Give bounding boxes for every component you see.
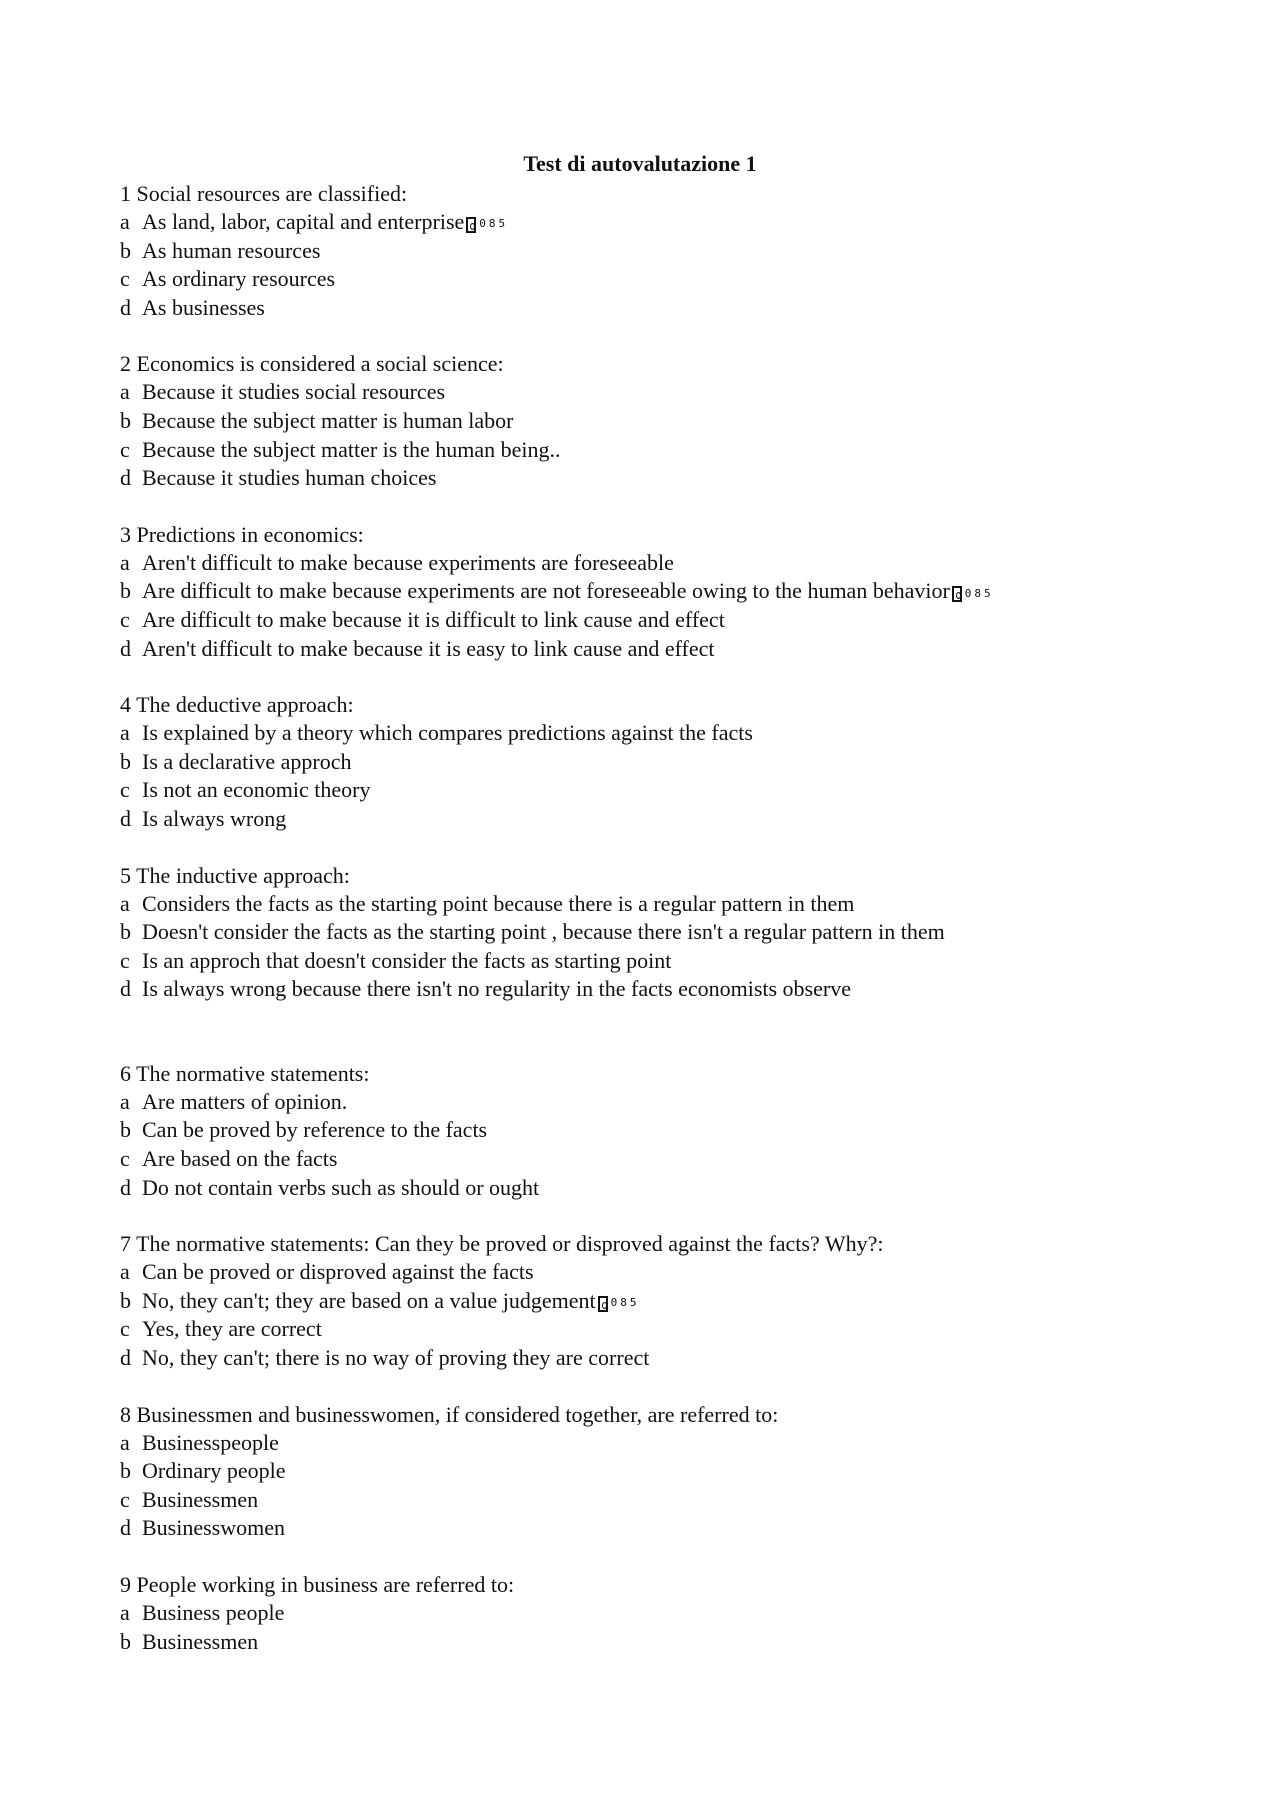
answer-option-c [120, 1486, 1220, 1515]
option-text: Because the subject matter is the human being.. [142, 436, 561, 462]
option-letter: d [120, 1174, 131, 1200]
question-prompt: Businessmen and businesswomen, if considered together, are referred to: [136, 1401, 779, 1427]
answer-option-a [120, 890, 1220, 919]
option-text: Are difficult to make because experiments are not foreseeable owing to the human behavior [142, 578, 950, 604]
option-letter: d [120, 805, 131, 831]
option-text: Because it studies human choices [142, 465, 437, 491]
question-prompt: The deductive approach: [136, 692, 354, 718]
option-letter: c [120, 1146, 130, 1172]
marker-code: 085 [610, 1296, 640, 1310]
question-text [120, 1060, 1220, 1088]
option-letter: b [120, 1287, 131, 1313]
page-title: Test di autovalutazione 1 [523, 151, 757, 176]
option-text: As land, labor, capital and enterprise [142, 209, 465, 234]
option-text: Businesspeople [142, 1429, 279, 1455]
option-text: Businessmen [142, 1628, 259, 1654]
answer-option-a [120, 719, 1220, 748]
answer-option-d [120, 1344, 1220, 1373]
question-text [120, 180, 1220, 208]
option-letter: b [120, 1628, 131, 1654]
question-prompt: The normative statements: Can they be proved or disproved against the facts? Why?: [136, 1231, 884, 1257]
answer-option-d [120, 1514, 1220, 1543]
option-text: As human resources [142, 237, 321, 263]
option-text: Can be proved or disproved against the facts [142, 1259, 534, 1285]
marker-code: 085 [479, 217, 509, 231]
option-text: Because the subject matter is human labor [142, 407, 514, 433]
option-letter: b [120, 1117, 131, 1143]
question-text [120, 350, 1220, 378]
answer-option-a [120, 378, 1220, 407]
option-text: Considers the facts as the starting point because there is a regular pattern in them [142, 890, 855, 916]
option-text: Is an approch that doesn't consider the facts as starting point [142, 947, 672, 973]
answer-option-b [120, 1457, 1220, 1486]
answer-option-a [120, 1599, 1220, 1628]
option-letter: a [120, 890, 130, 916]
answer-option-a [120, 1429, 1220, 1458]
question-text [120, 691, 1220, 719]
option-text: Is a declarative approch [142, 748, 352, 774]
option-text: Are difficult to make because it is difficult to link cause and effect [142, 606, 725, 632]
marker-code: 085 [964, 586, 994, 600]
option-text: Aren't difficult to make because it is easy to link cause and effect [142, 635, 715, 661]
question-prompt: The normative statements: [136, 1060, 370, 1086]
question-text [120, 521, 1220, 549]
answer-option-a [120, 1258, 1220, 1287]
answer-option-c [120, 436, 1220, 465]
option-text: Businessmen [142, 1486, 259, 1512]
answer-option-d [120, 805, 1220, 834]
answer-option-c [120, 606, 1220, 635]
question-number: 2 [120, 351, 131, 377]
question-number: 8 [120, 1401, 131, 1427]
answer-option-c [120, 947, 1220, 976]
question-list [120, 180, 1220, 1656]
option-letter: d [120, 294, 131, 320]
option-text: As ordinary resources [142, 266, 336, 292]
question-prompt: The inductive approach: [136, 862, 350, 888]
answer-option-c [120, 776, 1220, 805]
correct-answer-marker [952, 578, 994, 608]
answer-option-a [120, 208, 1220, 237]
option-text: Business people [142, 1600, 285, 1625]
answer-option-d [120, 975, 1220, 1004]
option-letter: c [120, 1486, 130, 1512]
option-text: Yes, they are correct [142, 1316, 322, 1342]
option-text: No, they can't; there is no way of proving they are correct [142, 1345, 650, 1371]
option-text: Is always wrong because there isn't no regularity in the facts economists observe [142, 976, 851, 1002]
option-letter: a [120, 379, 130, 405]
option-letter: d [120, 976, 131, 1002]
question-7 [120, 1230, 1220, 1372]
option-text: As businesses [142, 294, 265, 320]
option-text: Are based on the facts [142, 1146, 338, 1172]
question-5 [120, 862, 1220, 1004]
answer-option-b [120, 577, 1220, 606]
option-letter: d [120, 1345, 131, 1371]
question-text [120, 1401, 1220, 1429]
question-6 [120, 1060, 1220, 1202]
answer-option-d [120, 1174, 1220, 1203]
option-text: Can be proved by reference to the facts [142, 1117, 488, 1143]
question-number: 6 [120, 1060, 131, 1086]
answer-option-a [120, 1088, 1220, 1117]
question-number: 4 [120, 692, 131, 718]
answer-option-b [120, 237, 1220, 266]
option-text: Do not contain verbs such as should or ought [142, 1174, 540, 1200]
option-letter: c [120, 777, 130, 803]
option-letter: a [120, 720, 130, 746]
option-text: Because it studies social resources [142, 379, 446, 405]
option-letter: b [120, 1458, 131, 1484]
option-letter: c [120, 606, 130, 632]
option-letter: b [120, 748, 131, 774]
option-letter: b [120, 237, 131, 263]
option-text: Is always wrong [142, 805, 287, 831]
answer-option-b [120, 1628, 1220, 1657]
answer-option-b [120, 1116, 1220, 1145]
question-number: 1 [120, 181, 131, 206]
question-number: 7 [120, 1231, 131, 1257]
option-text: Is not an economic theory [142, 777, 371, 803]
option-letter: c [120, 436, 130, 462]
question-number: 9 [120, 1572, 131, 1597]
correct-answer-marker [466, 209, 508, 239]
answer-option-b [120, 918, 1220, 947]
option-text: Are matters of opinion. [142, 1088, 348, 1114]
answer-option-c [120, 1315, 1220, 1344]
option-letter: c [120, 947, 130, 973]
option-text: Businesswomen [142, 1515, 285, 1541]
question-text [120, 862, 1220, 890]
answer-option-d [120, 635, 1220, 664]
answer-option-d [120, 464, 1220, 493]
answer-option-c [120, 265, 1220, 294]
option-letter: a [120, 549, 130, 575]
marker-glyph-icon [598, 1296, 608, 1312]
answer-option-b [120, 748, 1220, 777]
option-letter: a [120, 1600, 130, 1625]
answer-option-d [120, 294, 1220, 323]
option-letter: b [120, 407, 131, 433]
question-3 [120, 521, 1220, 663]
marker-glyph-icon [466, 217, 476, 233]
answer-option-c [120, 1145, 1220, 1174]
option-letter: d [120, 635, 131, 661]
question-9 [120, 1571, 1220, 1656]
option-letter: a [120, 1088, 130, 1114]
option-text: Doesn't consider the facts as the starting point , because there isn't a regular pattern in them [142, 919, 945, 945]
option-letter: b [120, 578, 131, 604]
option-letter: a [120, 1429, 130, 1455]
option-letter: d [120, 465, 131, 491]
question-text [120, 1230, 1220, 1258]
question-prompt: Economics is considered a social science: [136, 351, 504, 377]
option-text: Is explained by a theory which compares predictions against the facts [142, 720, 753, 746]
option-text: Aren't difficult to make because experiments are foreseeable [142, 549, 674, 575]
correct-answer-marker [598, 1288, 640, 1318]
question-prompt: Predictions in economics: [136, 521, 364, 547]
question-number: 3 [120, 521, 131, 547]
marker-glyph-icon [952, 586, 962, 602]
question-text [120, 1571, 1220, 1599]
option-text: Ordinary people [142, 1458, 286, 1484]
question-1 [120, 180, 1220, 322]
question-2 [120, 350, 1220, 492]
question-4 [120, 691, 1220, 833]
question-number: 5 [120, 862, 131, 888]
option-letter: d [120, 1515, 131, 1541]
option-letter: a [120, 1259, 130, 1285]
question-prompt: People working in business are referred to: [136, 1572, 515, 1597]
answer-option-b [120, 1287, 1220, 1316]
option-letter: c [120, 1316, 130, 1342]
option-letter: a [120, 209, 130, 234]
answer-option-a [120, 549, 1220, 578]
answer-option-b [120, 407, 1220, 436]
option-letter: c [120, 266, 130, 292]
question-prompt: Social resources are classified: [136, 181, 408, 206]
option-text: No, they can't; they are based on a value judgement [142, 1287, 596, 1313]
question-8 [120, 1401, 1220, 1543]
option-letter: b [120, 919, 131, 945]
